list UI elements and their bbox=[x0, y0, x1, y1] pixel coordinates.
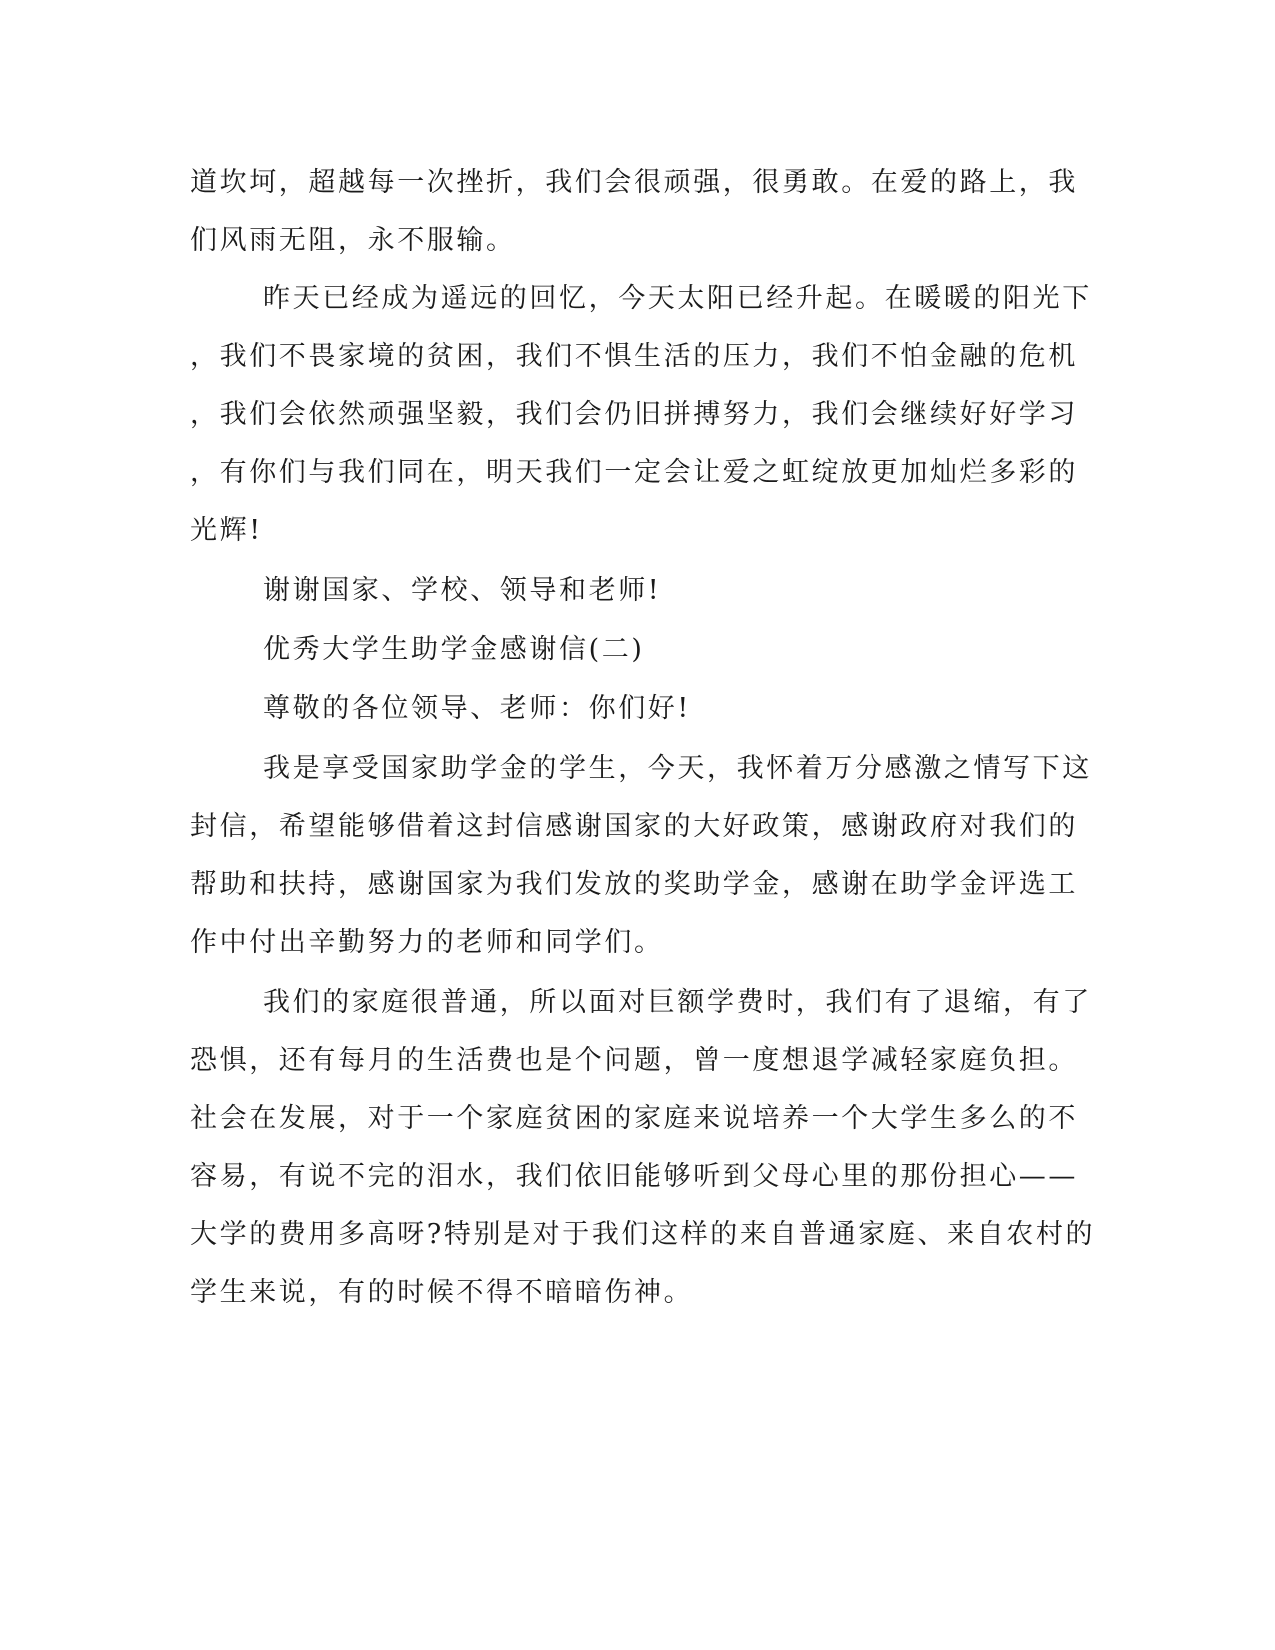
text-line: 容易，有说不完的泪水，我们依旧能够听到父母心里的那份担心—— bbox=[190, 1161, 1078, 1192]
text-line: 恐惧，还有每月的生活费也是个问题，曾一度想退学减轻家庭负担。 bbox=[190, 1045, 1078, 1076]
letter-title: 优秀大学生助学金感谢信(二) bbox=[263, 634, 645, 665]
paragraph-start-line: 昨天已经成为遥远的回忆，今天太阳已经升起。在暖暖的阳光下 bbox=[263, 283, 1092, 314]
salutation: 尊敬的各位领导、老师：你们好! bbox=[263, 693, 691, 724]
text-line: 们风雨无阻，永不服输。 bbox=[190, 225, 516, 256]
text-line: ，有你们与我们同在，明天我们一定会让爱之虹绽放更加灿烂多彩的 bbox=[190, 457, 1078, 488]
paragraph-start-line: 我是享受国家助学金的学生，今天，我怀着万分感激之情写下这 bbox=[263, 753, 1092, 784]
text-line: 光辉! bbox=[190, 515, 263, 546]
text-line: 封信，希望能够借着这封信感谢国家的大好政策，感谢政府对我们的 bbox=[190, 811, 1078, 842]
text-line: 道坎坷，超越每一次挫折，我们会很顽强，很勇敢。在爱的路上，我 bbox=[190, 167, 1078, 198]
text-line: ，我们不畏家境的贫困，我们不惧生活的压力，我们不怕金融的危机 bbox=[190, 341, 1078, 372]
text-line: 学生来说，有的时候不得不暗暗伤神。 bbox=[190, 1277, 694, 1308]
text-line: 社会在发展，对于一个家庭贫困的家庭来说培养一个大学生多么的不 bbox=[190, 1103, 1078, 1134]
text-line: ，我们会依然顽强坚毅，我们会仍旧拼搏努力，我们会继续好好学习 bbox=[190, 399, 1078, 430]
thanks-line: 谢谢国家、学校、领导和老师! bbox=[263, 575, 662, 606]
text-line: 帮助和扶持，感谢国家为我们发放的奖助学金，感谢在助学金评选工 bbox=[190, 869, 1078, 900]
text-line: 大学的费用多高呀?特别是对于我们这样的来自普通家庭、来自农村的 bbox=[190, 1219, 1096, 1250]
text-line: 作中付出辛勤努力的老师和同学们。 bbox=[190, 927, 664, 958]
paragraph-start-line: 我们的家庭很普通，所以面对巨额学费时，我们有了退缩，有了 bbox=[263, 987, 1092, 1018]
